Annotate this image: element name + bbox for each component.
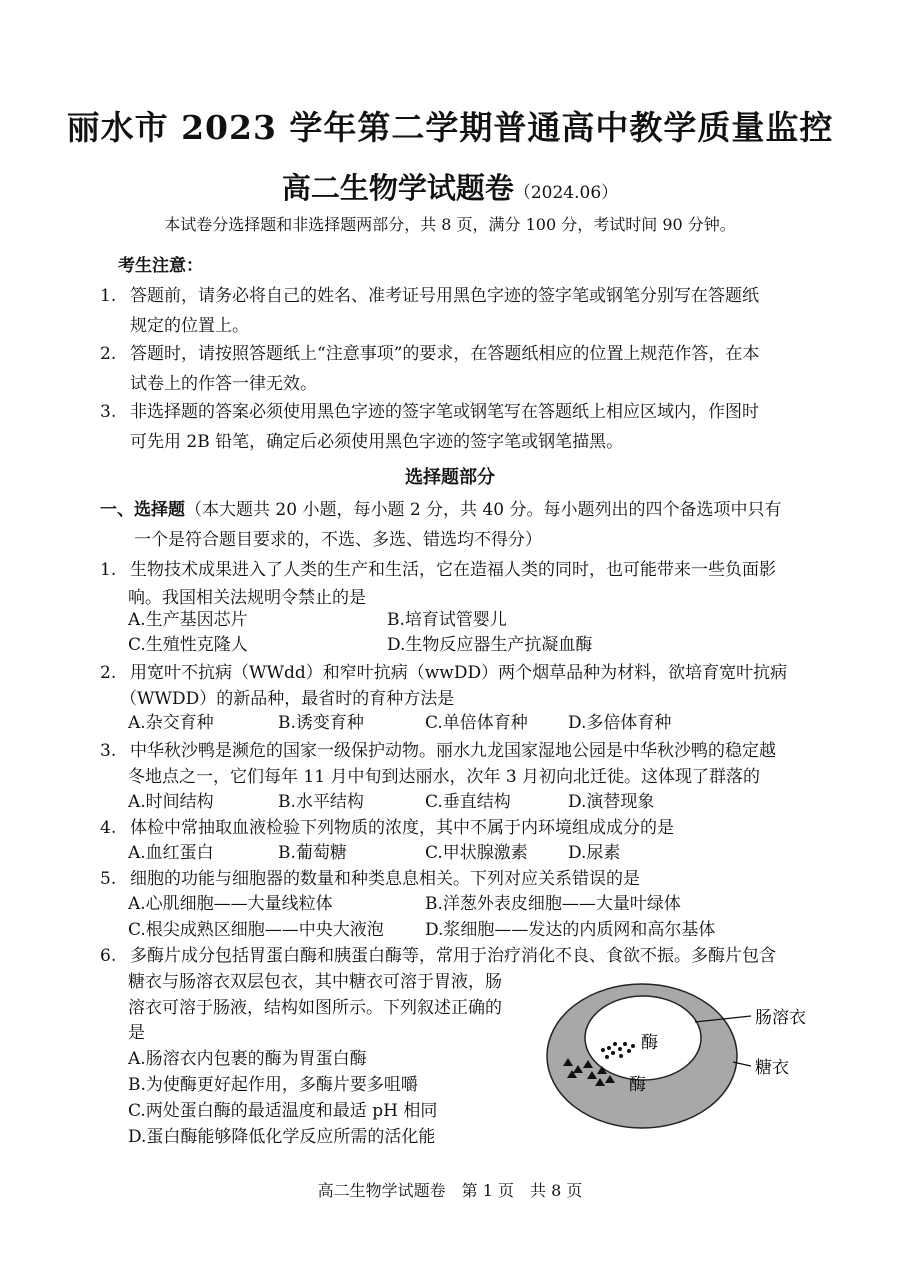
option-c: C.根尖成熟区细胞——中央大液泡 <box>128 920 384 940</box>
exam-subtitle <box>0 166 900 207</box>
notice-text: 非选择题的答案必须使用黑色字迹的签字笔或钢笔写在答题纸上相应区域内，作图时 <box>130 402 759 422</box>
question-4 <box>100 813 674 838</box>
question-6 <box>100 941 776 966</box>
option-a: A.肠溶衣内包裹的酶为胃蛋白酶 <box>128 1049 367 1069</box>
question-3 <box>100 736 776 761</box>
question-number: 2. <box>100 663 117 683</box>
subtitle-text: 高二生物学试题卷 <box>281 171 514 205</box>
option-b: B.培育试管婴儿 <box>387 610 507 630</box>
question-number: 4. <box>100 818 117 838</box>
inner-enzyme-label: 酶 <box>641 1033 658 1053</box>
option-b: B.洋葱外表皮细胞——大量叶绿体 <box>425 894 681 914</box>
option-a: A.时间结构 <box>128 792 214 812</box>
question-number: 6. <box>100 946 117 966</box>
option-a: A.生产基因芯片 <box>128 610 248 630</box>
notice-item-3 <box>100 397 759 422</box>
question-text: 细胞的功能与细胞器的数量和种类息息相关。下列对应关系错误的是 <box>130 869 640 889</box>
notice-item-1-cont: 规定的位置上。 <box>130 316 249 336</box>
page-footer: 高二生物学试题卷 第 1 页 共 8 页 <box>317 1181 583 1200</box>
tablet-diagram <box>545 978 845 1138</box>
part-instructions <box>100 495 782 520</box>
option-b: B.诱变育种 <box>278 713 364 733</box>
option-d: D.浆细胞——发达的内质网和高尔基体 <box>425 920 716 940</box>
exam-intro: 本试卷分选择题和非选择题两部分，共 8 页，满分 100 分，考试时间 90 分钟。 <box>164 215 736 234</box>
question-6-cont: 是 <box>128 1023 145 1043</box>
option-a: A.杂交育种 <box>128 713 214 733</box>
question-number: 1. <box>100 560 117 580</box>
notice-item-2 <box>100 339 759 364</box>
question-number: 5. <box>100 869 117 889</box>
notice-number: 2. <box>100 344 117 364</box>
question-5 <box>100 864 640 889</box>
option-a: A.血红蛋白 <box>128 843 214 863</box>
option-d: D.尿素 <box>568 843 621 863</box>
section-heading: 选择题部分 <box>405 467 495 488</box>
question-6-cont: 糖衣与肠溶衣双层包衣，其中糖衣可溶于胃液，肠 <box>128 972 502 992</box>
notice-number: 1. <box>100 286 117 306</box>
question-text: 生物技术成果进入了人类的生产和生活，它在造福人类的同时，也可能带来一些负面影 <box>130 560 776 580</box>
notice-number: 3. <box>100 402 117 422</box>
option-c: C.单倍体育种 <box>425 713 528 733</box>
part-description-cont: 一个是符合题目要求的，不选、多选、错选均不得分） <box>134 530 542 550</box>
notice-item-3-cont: 可先用 2B 铅笔，确定后必须使用黑色字迹的签字笔或钢笔描黑。 <box>130 432 624 452</box>
sugar-coat-label: 糖衣 <box>755 1058 789 1078</box>
question-text: 用宽叶不抗病（WWdd）和窄叶抗病（wwDD）两个烟草品种为材料，欲培育宽叶抗病 <box>130 663 788 683</box>
notice-item-2-cont: 试卷上的作答一律无效。 <box>130 374 317 394</box>
question-number: 3. <box>100 741 117 761</box>
option-d: D.生物反应器生产抗凝血酶 <box>387 635 593 655</box>
question-2 <box>100 658 787 683</box>
notice-heading: 考生注意： <box>118 256 203 276</box>
outer-enzyme-label: 酶 <box>629 1075 646 1095</box>
part-label: 一、选择题 <box>100 500 185 520</box>
option-c: C.生殖性克隆人 <box>128 635 248 655</box>
exam-date: （2024.06） <box>513 183 619 203</box>
option-b: B.为使酶更好起作用，多酶片要多咀嚼 <box>128 1075 418 1095</box>
question-text: 中华秋沙鸭是濒危的国家一级保护动物。丽水九龙国家湿地公园是中华秋沙鸭的稳定越 <box>130 741 776 761</box>
question-1 <box>100 555 776 580</box>
question-text: 多酶片成分包括胃蛋白酶和胰蛋白酶等，常用于治疗消化不良、食欲不振。多酶片包含 <box>130 946 776 966</box>
notice-text: 答题时，请按照答题纸上“注意事项”的要求，在答题纸相应的位置上规范作答，在本 <box>130 344 760 364</box>
question-text: 体检中常抽取血液检验下列物质的浓度，其中不属于内环境组成成分的是 <box>130 818 674 838</box>
option-c: C.垂直结构 <box>425 792 511 812</box>
notice-text: 答题前，请务必将自己的姓名、准考证号用黑色字迹的签字笔或钢笔分别写在答题纸 <box>130 286 759 306</box>
option-d: D.多倍体育种 <box>568 713 672 733</box>
question-1-cont: 响。我国相关法规明令禁止的是 <box>128 588 366 608</box>
question-2-cont: （WWDD）的新品种，最省时的育种方法是 <box>120 689 455 709</box>
question-3-cont: 冬地点之一，它们每年 11 月中旬到达丽水，次年 3 月初向北迁徙。这体现了群落的 <box>128 767 761 787</box>
option-c: C.两处蛋白酶的最适温度和最适 pH 相同 <box>128 1101 438 1121</box>
question-6-cont: 溶衣可溶于肠液，结构如图所示。下列叙述正确的 <box>128 998 502 1018</box>
option-b: B.葡萄糖 <box>278 843 347 863</box>
option-a: A.心肌细胞——大量线粒体 <box>128 894 333 914</box>
option-c: C.甲状腺激素 <box>425 843 528 863</box>
notice-item-1 <box>100 281 759 306</box>
part-description: （本大题共 20 小题，每小题 2 分，共 40 分。每小题列出的四个备选项中只有 <box>185 500 782 520</box>
option-d: D.蛋白酶能够降低化学反应所需的活化能 <box>128 1127 436 1147</box>
option-d: D.演替现象 <box>568 792 655 812</box>
exam-title: 丽水市 2023 学年第二学期普通高中教学质量监控 <box>66 108 834 147</box>
option-b: B.水平结构 <box>278 792 364 812</box>
enteric-coat-label: 肠溶衣 <box>755 1008 806 1028</box>
